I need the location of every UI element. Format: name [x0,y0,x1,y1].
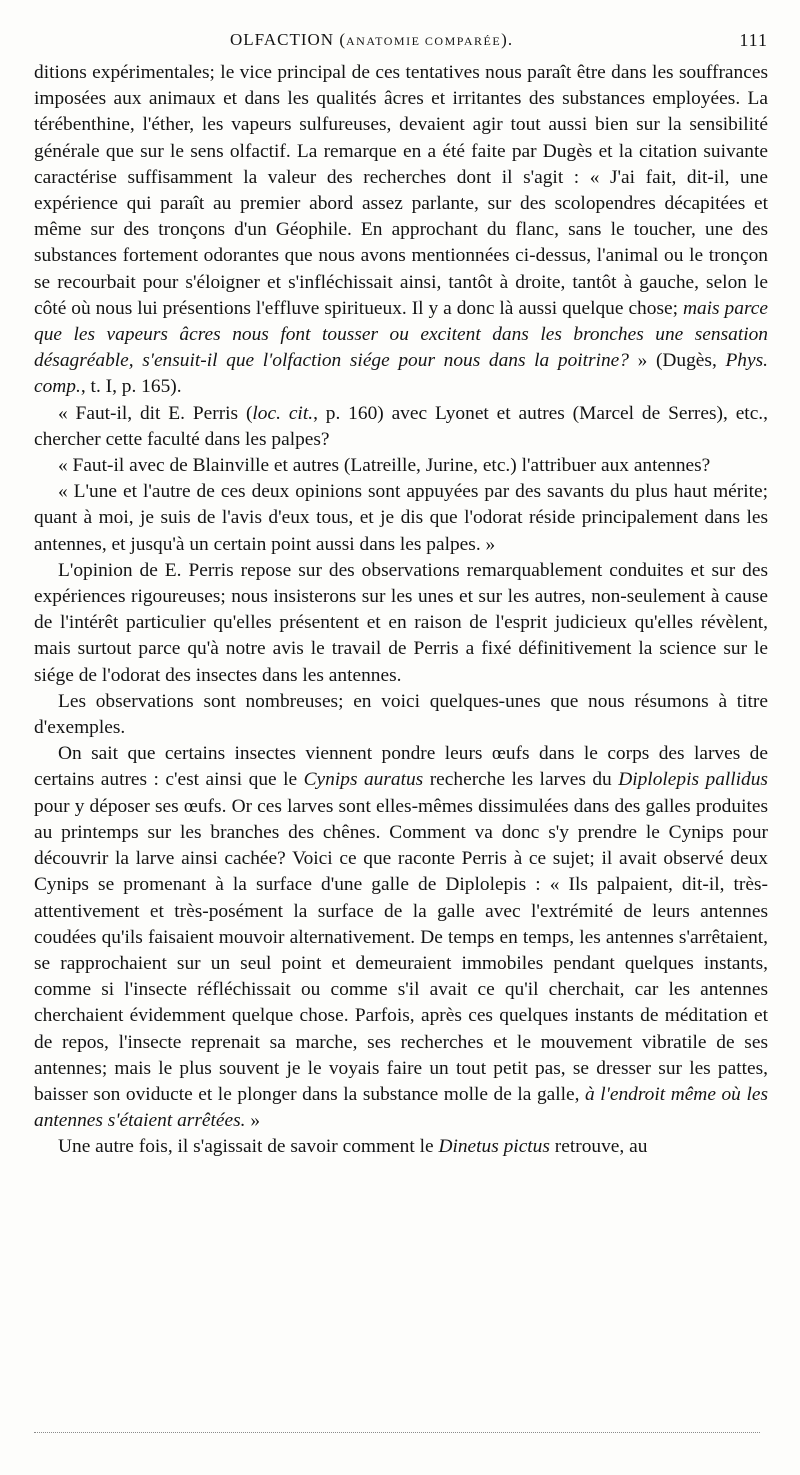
paragraph [34,1134,768,1160]
footer-dotted-rule [34,1432,760,1433]
text-run: Une autre fois, il s'agissait de savoir comment le [58,1136,439,1158]
running-title [230,30,513,50]
body-text [34,60,768,1161]
running-header [34,30,768,60]
text-run: L'opinion de E. Perris repose sur des observations remarquablement conduites et sur des expériences rigoureuses; nous insisterons sur les unes et sur les autres, non-seulement à cause de l'intérêt particulier qu'elles présentent et en raison de l'esprit judicieux qu'elles révèlent, mais surtout parce qu'à notre avis le travail de Perris a fixé définitivement la science sur le siége de l'odorat des insectes dans les antennes. [34,559,768,686]
running-title-subtitle: ANATOMIE COMPARÉE [345,34,502,48]
paragraph [34,453,768,479]
italic-text: Dinetus pictus [438,1136,550,1158]
paragraph [34,558,768,689]
italic-text: Cynips auratus [303,769,424,791]
paragraph [34,741,768,1134]
text-run: retrouve, au [549,1136,648,1158]
text-run: Les observations sont nombreuses; en voici quelques-unes que nous résumons à titre d'exemples. [34,690,768,739]
italic-text: Phys. comp. [34,350,768,398]
text-run: « Faut-il, dit E. Perris ( [58,402,253,424]
running-title-main: OLFACTION ( [230,30,346,49]
text-run: , p. 160) avec Lyonet et autres (Marcel de Serres), etc., chercher cette faculté dans les palpes? [34,402,768,450]
text-run: « Faut-il avec de Blainville et autres (Latreille, Jurine, etc.) l'attribuer aux antennes? [58,455,711,477]
italic-text: loc. cit. [252,402,314,424]
text-run: » [245,1110,261,1132]
italic-text: mais parce que les vapeurs âcres nous font tousser ou excitent dans les bronches une sensation désagréable, s'ensuit-il que l'olfaction siége pour nous dans la poitrine? [34,297,768,372]
text-run: recherche les larves du [423,769,619,791]
text-run: On sait que certains insectes viennent pondre leurs œufs dans le corps des larves de certains autres : c'est ainsi que le [34,743,768,791]
text-run: , t. I, p. 165). [80,376,182,398]
text-run: ditions expérimentales; le vice principal de ces tentatives nous paraît être dans les souffrances imposées aux animaux et dans les qualités âcres et irritantes des substances employées. La térébenthine, l'éther, les vapeurs sulfureuses, devaient agir tout aussi bien sur la sensibilité générale que sur le sens olfactif. La remarque en a été faite par Dugès et la citation suivante caractérise suffisamment la valeur des recherches dont il s'agit : « J'ai fait, dit-il, une expérience qui paraît au premier abord assez parlante, sur des scolopendres décapitées et même sur des tronçons d'un Géophile. En approchant du flanc, sans le toucher, une des substances fortement odorantes que nous avons mentionnées ci-dessus, l'animal ou le tronçon se recourbait pour s'éloigner et s'infléchissait ainsi, tantôt à droite, tantôt à gauche, selon le côté où nous lui présentions l'effluve spiritueux. Il y a donc là aussi quelque chose; [34,62,768,319]
paragraph [34,479,768,558]
text-run: » (Dugès, [628,350,726,372]
paragraph [34,60,768,401]
text-run: pour y déposer ses œufs. Or ces larves sont elles-mêmes dissimulées dans des galles produites au printemps sur les branches des chênes. Comment va donc s'y prendre le Cynips pour découvrir la larve ainsi cachée? Voici ce que raconte Perris à ce sujet; il avait observé deux Cynips se promenant à la surface d'une galle de Diplolepis : « Ils palpaient, dit-il, très-attentivement et très-posément la surface de la galle avec l'extrémité de leurs antennes coudées qu'ils faisaient mouvoir alternativement. De temps en temps, les antennes s'arrêtaient, se rapprochaient sur un seul point et demeuraient immobiles pendant quelques instants, comme si l'insecte réfléchissait ou comme s'il avait ce qu'il cherchait, car les antennes cherchaient évidemment quelque chose. Parfois, après ces quelques instants de méditation et de repos, l'insecte reprenait sa marche, ses recherches et le mouvement vibratile de ses antennes; mais le plus souvent je le voyais faire un tout petit pas, se dresser sur les pattes, baisser son oviducte et le plonger dans la substance molle de la galle, [34,795,768,1105]
page-number: 111 [739,30,768,50]
italic-text: à l'endroit même où les antennes s'étaient arrêtées. [34,1083,768,1132]
italic-text: Diplolepis pallidus [618,769,768,791]
text-run: « L'une et l'autre de ces deux opinions sont appuyées par des savants du plus haut mérite; quant à moi, je suis de l'avis d'eux tous, et je dis que l'odorat réside principalement dans les antennes, et jusqu'à un certain point aussi dans les palpes. » [34,481,768,555]
paragraph [34,401,768,453]
paragraph [34,689,768,741]
running-title-end: ). [501,30,514,49]
